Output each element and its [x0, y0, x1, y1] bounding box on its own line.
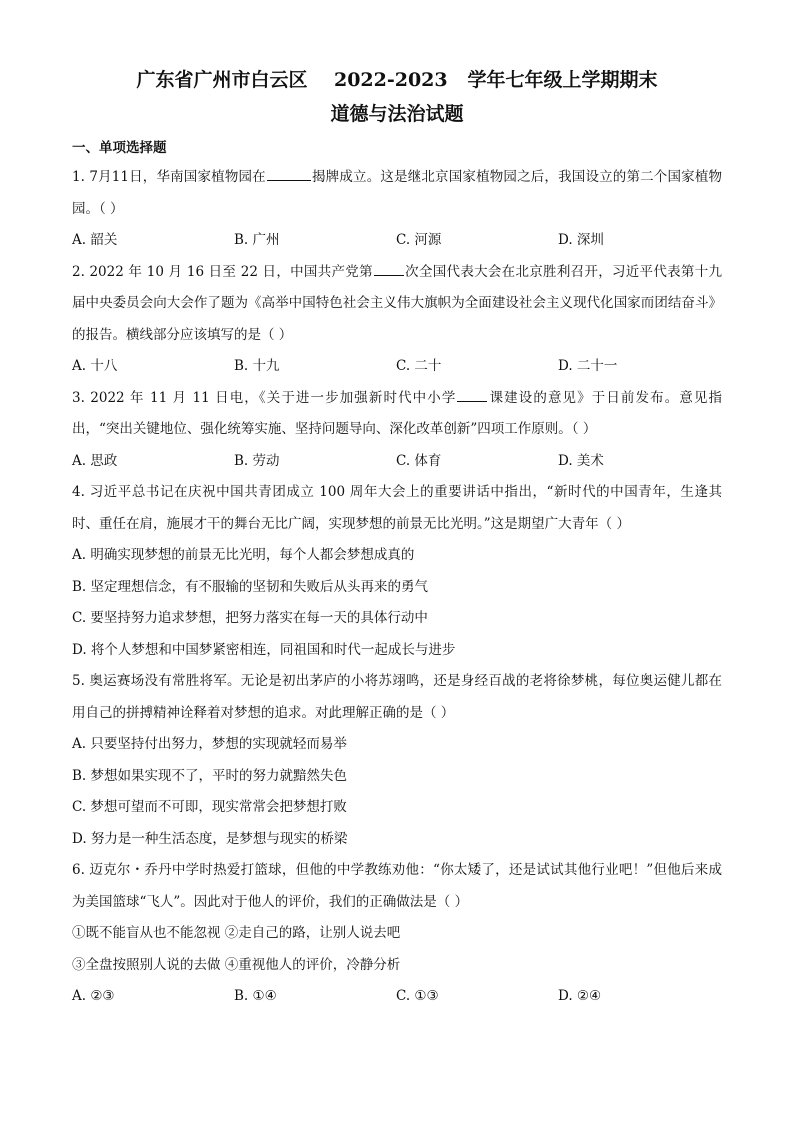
option-d[interactable]: D. 深圳	[558, 232, 604, 248]
fill-blank	[267, 166, 311, 181]
option-d[interactable]: D. 努力是一种生活态度，是梦想与现实的桥梁	[72, 830, 348, 847]
question-3	[72, 383, 722, 478]
option-d[interactable]: D. 二十一	[558, 358, 618, 374]
option-c[interactable]: C. 二十	[396, 358, 442, 374]
question-stem: 5. 奥运赛场没有常胜将军。无论是初出茅庐的小将苏翊鸣，还是身经百战的老将徐梦桃，每位奥运健儿都在用自己的拼搏精神诠释着对梦想的追求。对此理解正确的是（ ）	[72, 673, 722, 721]
question-stem	[72, 257, 722, 352]
option-a[interactable]: A. 明确实现梦想的前景无比光明，每个人都会梦想成真的	[72, 547, 415, 563]
option-d[interactable]: D. 将个人梦想和中国梦紧密相连，同祖国和时代一起成长与进步	[72, 641, 456, 658]
option-a[interactable]: A. 只要坚持付出努力，梦想的实现就轻而易举	[72, 736, 347, 752]
option-c[interactable]: C. ①③	[396, 988, 439, 1004]
statement-line: ③全盘按照别人说的去做 ④重视他人的评价，冷静分析	[72, 956, 401, 973]
question-stem	[72, 383, 722, 446]
stem-text: 1. 7月11日，华南国家植物园在	[72, 169, 266, 185]
option-a[interactable]: A. 思政	[72, 452, 118, 469]
exam-title: 广东省广州市白云区 2022-2023 学年七年级上学期期末	[136, 69, 658, 91]
question-6	[72, 855, 722, 1013]
option-c[interactable]: C. 要坚持努力追求梦想，把努力落实在每一天的具体行动中	[72, 610, 428, 626]
option-a[interactable]: A. ②③	[72, 988, 115, 1004]
stem-text: 3. 2022 年 11 月 11 日电，《关于进一步加强新时代中小学	[72, 389, 457, 406]
options-row	[72, 225, 722, 257]
option-b[interactable]: B. 十九	[234, 358, 280, 374]
exam-page	[72, 62, 722, 1013]
question-stem: 6. 迈克尔・乔丹中学时热爱打篮球，但他的中学教练劝他：“你太矮了，还是试试其他行业吧！”但他后来成为美国篮球“飞人”。因此对于他人的评价，我们的正确做法是（ ）	[72, 862, 722, 910]
question-2	[72, 257, 722, 383]
question-5	[72, 666, 722, 855]
question-stem	[72, 162, 722, 225]
option-a[interactable]: A. 十八	[72, 358, 118, 374]
stem-text: 2. 2022 年 10 月 16 日至 22 日，中国共产党第	[72, 263, 373, 280]
options-row	[72, 351, 722, 383]
option-c[interactable]: C. 河源	[396, 232, 442, 248]
fill-blank	[374, 261, 404, 276]
stem-text: 次全国代表大会在北京胜利召开，习近平代表第十九届中央委员会向大会作了题为《高举中国特色社会主义伟大旗帜为全面建设社会主义现代化国家而团结奋斗》的报告。横线部分应该填写的是（ ）	[72, 263, 723, 343]
option-b[interactable]: B. 广州	[234, 232, 280, 248]
question-4	[72, 477, 722, 666]
option-c[interactable]: C. 梦想可望而不可即，现实常常会把梦想打败	[72, 799, 347, 815]
option-a[interactable]: A. 韶关	[72, 232, 118, 248]
fill-blank	[457, 387, 487, 402]
question-1	[72, 162, 722, 257]
stem-text: 揭牌成立。这是继北京国家植物园之后，我国设立的第二个国家植物园。（ ）	[72, 169, 722, 217]
option-d[interactable]: D. ②④	[558, 988, 602, 1004]
option-b[interactable]: B. 坚定理想信念，有不服输的坚韧和失败后从头再来的勇气	[72, 578, 429, 595]
option-b[interactable]: B. ①④	[234, 988, 277, 1004]
stem-text: 课建设的意见》于日前发布。意见指出，“突出关键地位、强化统筹实施、坚持问题导向、深化改革创新”四项工作原则。（ ）	[72, 389, 723, 437]
exam-subtitle: 道德与法治试题	[330, 103, 464, 125]
section-heading: 一、单项选择题	[72, 140, 167, 156]
option-c[interactable]: C. 体育	[396, 452, 442, 469]
statement-line: ①既不能盲从也不能忽视 ②走自己的路，让别人说去吧	[72, 925, 401, 941]
option-b[interactable]: B. 梦想如果实现不了，平时的努力就黯然失色	[72, 767, 348, 784]
option-b[interactable]: B. 劳动	[234, 452, 280, 469]
option-d[interactable]: D. 美术	[558, 452, 604, 469]
options-row	[72, 981, 722, 1013]
question-stem: 4. 习近平总书记在庆祝中国共青团成立 100 周年大会上的重要讲话中指出，“新时代的中国青年，生逢其时、重任在肩，施展才干的舞台无比广阔，实现梦想的前景无比光明。”这是期望广大青年（ ）	[72, 484, 722, 532]
options-row	[72, 446, 722, 478]
